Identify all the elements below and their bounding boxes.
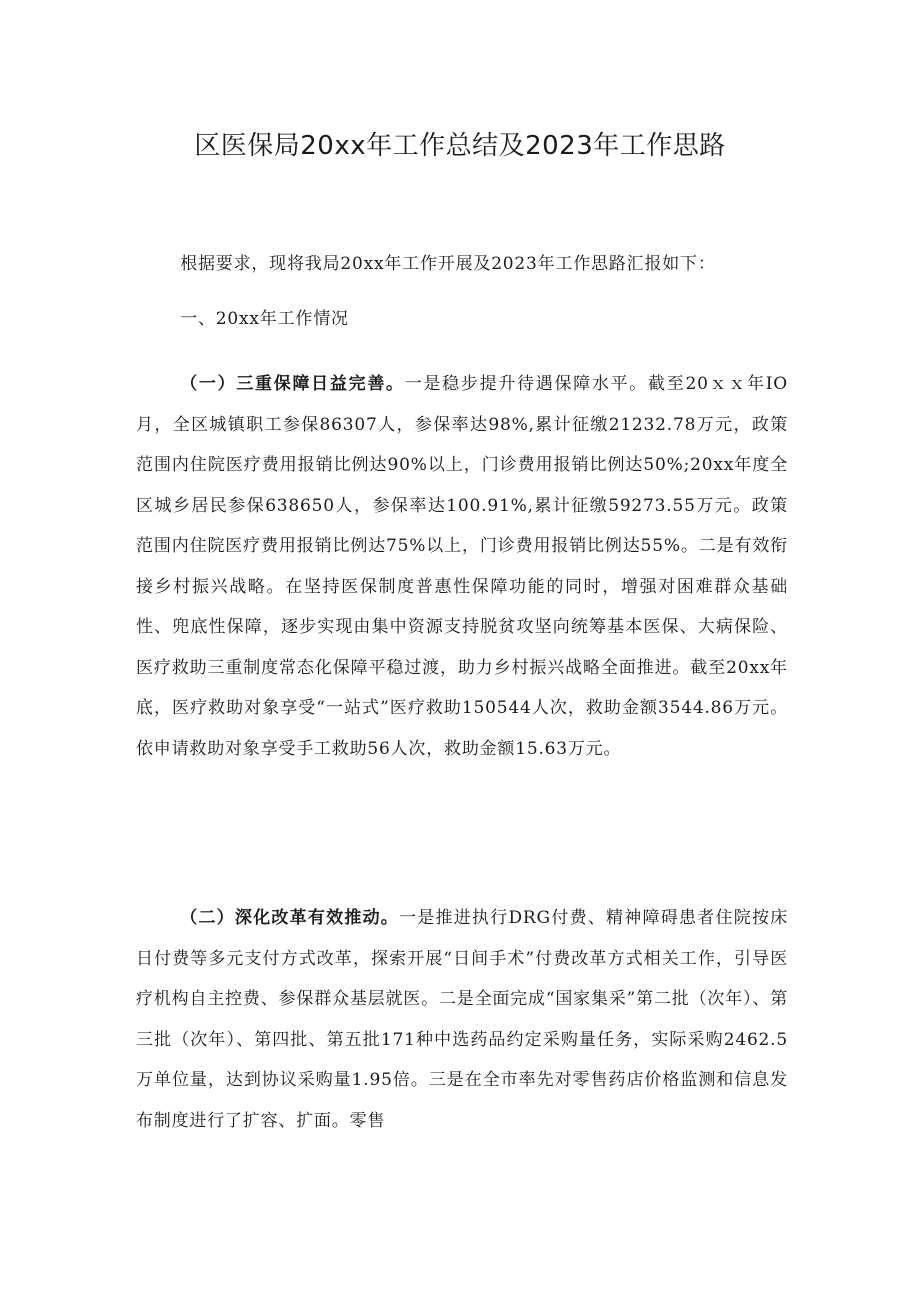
paragraph-text: 一是推进执行DRG付费、精神障碍患者住院按床日付费等多元支付方式改革，探索开展“日间手术”付费改革方式相关工作，引导医疗机构自主控费、参保群众基层就医。二是全面完成“国家集采”第二批（次年）、第三批（次年）、第四批、第五批171种中选药品约定采购量任务，实际采购2462.5万单位量，达到协议采购量1.95倍。三是在全市率先对零售药店价格监测和信息发布制度进行了扩容、扩面。零售 (136, 908, 789, 1131)
paragraph-lead-heading: （一）三重保障日益完善。 (180, 374, 405, 394)
section-heading: 一、20xx年工作情况 (180, 309, 349, 329)
paragraph-lead-heading: （二）深化改革有效推动。 (180, 908, 400, 928)
body-paragraph (136, 898, 788, 1141)
document-title: 区医保局20xx年工作总结及2023年工作思路 (194, 131, 726, 161)
body-paragraph (136, 364, 788, 769)
intro-paragraph: 根据要求，现将我局20xx年工作开展及2023年工作思路汇报如下： (180, 254, 716, 274)
paragraph-text: 一是稳步提升待遇保障水平。截至20ｘｘ年IO月，全区城镇职工参保86307人，参保率达98%,累计征缴21232.78万元，政策范围内住院医疗费用报销比例达90%以上，门诊费用报销比例达50%;20xx年度全区城乡居民参保638650人，参保率达100.91%,累计征缴59273.55万元。政策范围内住院医疗费用报销比例达75%以上，门诊费用报销比例达55%。二是有效衔接乡村振兴战略。在坚持医保制度普惠性保障功能的同时，增强对困难群众基础性、兜底性保障，逐步实现由集中资源支持脱贫攻坚向统筹基本医保、大病保险、医疗救助三重制度常态化保障平稳过渡，助力乡村振兴战略全面推进。截至20xx年底，医疗救助对象享受“一站式”医疗救助150544人次，救助金额3544.86万元。依申请救助对象享受手工救助56人次，救助金额15.63万元。 (136, 374, 788, 759)
